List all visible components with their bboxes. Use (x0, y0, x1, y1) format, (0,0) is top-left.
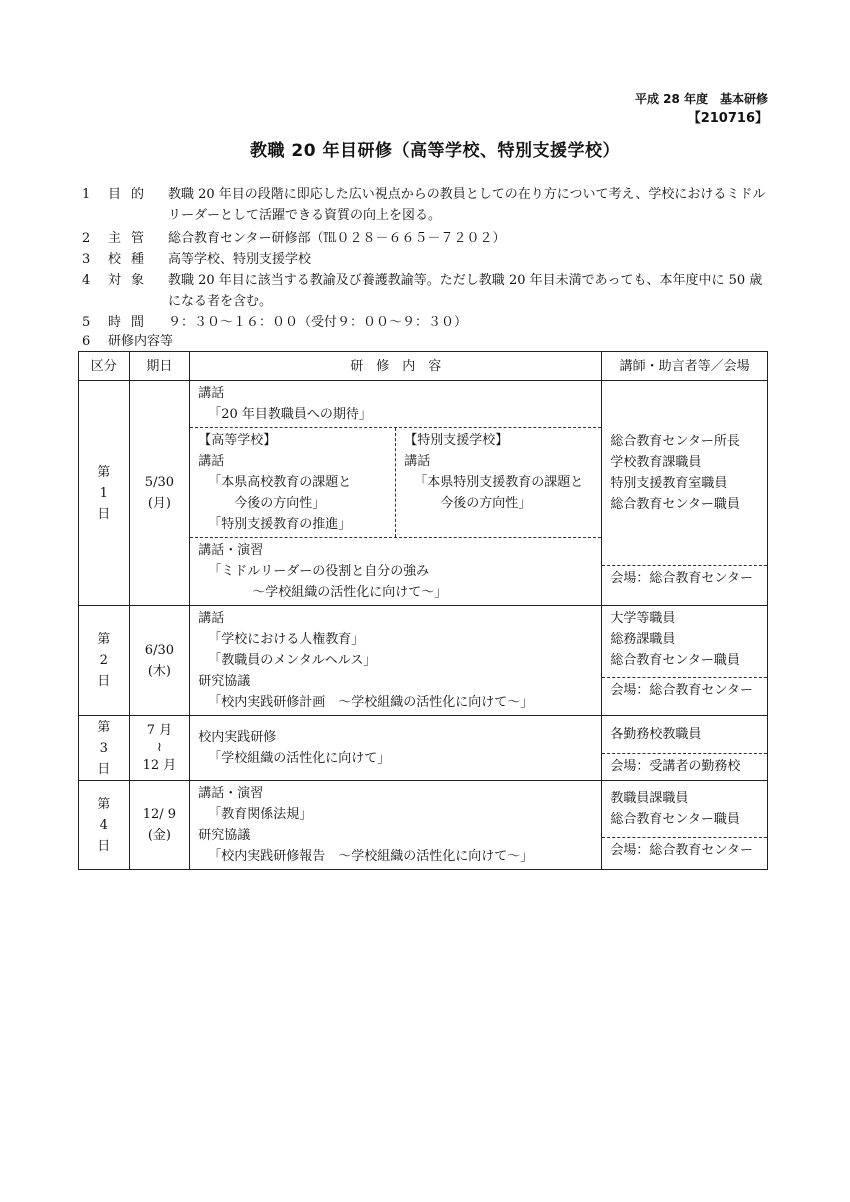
header-kubun: 区分 (79, 352, 130, 381)
section-time (82, 312, 772, 333)
instructor-list (602, 381, 767, 565)
lecture-label: 講話 (198, 454, 225, 469)
kubun-char: 4 (99, 817, 108, 833)
kubun-char: 日 (97, 761, 111, 777)
instructor-cell (602, 381, 768, 606)
instructor: 総合教育センター所長 (610, 434, 740, 449)
section-target (82, 270, 772, 312)
table-header-row (79, 352, 768, 381)
section-value: 高等学校、特別支援学校 (168, 252, 312, 267)
date-text: 5/30 (144, 475, 174, 490)
practice-label: 校内実践研修 (198, 730, 277, 745)
high-school-heading: 【高等学校】 (198, 433, 277, 448)
table-row-day4 (79, 781, 768, 870)
instructor: 総合教育センター職員 (610, 812, 740, 827)
page-title: 教職 20 年目研修（高等学校、特別支援学校） (250, 141, 620, 161)
section-purpose (82, 184, 772, 226)
instructor: 大学等職員 (610, 611, 676, 626)
exercise-title: 「ミドルリーダーの役割と自分の強み (208, 564, 430, 579)
instructor: 教職員課職員 (610, 791, 689, 806)
venue: 会場：総合教育センター (602, 565, 767, 591)
date-text: 12 月 (142, 758, 177, 773)
section-school-type (82, 249, 772, 270)
section-content (82, 331, 772, 352)
discussion-label: 研究協議 (198, 828, 251, 843)
header-date: 期日 (129, 352, 190, 381)
header-instructors: 講師・助言者等／会場 (602, 352, 768, 381)
date-cell (129, 716, 190, 781)
exercise-label: 講話・演習 (198, 543, 264, 558)
table-row-day1 (79, 381, 768, 606)
section-number: 4 (82, 273, 91, 288)
discussion-label: 研究協議 (198, 674, 251, 689)
section-number: 6 (82, 334, 91, 349)
discussion-title: 「校内実践研修報告 ～学校組織の活性化に向けて～」 (208, 849, 534, 864)
lecture-label: 講話 (198, 386, 225, 401)
instructor-cell (602, 606, 768, 716)
venue: 会場：総合教育センター (602, 837, 767, 863)
date-text: 7 月 (146, 723, 173, 738)
instructor: 総合教育センター職員 (610, 653, 740, 668)
kubun-char: 第 (97, 464, 111, 480)
kubun-char: 2 (99, 653, 108, 668)
table-row-day2 (79, 606, 768, 716)
lecture-title: 「学校における人権教育」 (208, 632, 365, 647)
kubun-char: 1 (99, 485, 108, 501)
content-cell (190, 781, 602, 870)
weekday-text: (木) (147, 663, 171, 679)
section-organizer (82, 228, 772, 249)
date-range-mark: ≀ (156, 740, 162, 755)
date-cell (129, 781, 190, 870)
section-value: ９：３０～１６：００（受付９：００～９：３０） (168, 315, 468, 330)
content-cell (190, 716, 602, 781)
instructor-list (602, 781, 767, 837)
section-number: 3 (82, 252, 91, 267)
date-text: 6/30 (144, 642, 174, 658)
exercise-subtitle: ～学校組織の活性化に向けて～」 (252, 585, 448, 600)
lecture-title-cont: 今後の方向性」 (440, 496, 532, 511)
kubun-char: 日 (97, 838, 111, 854)
kubun-char: 日 (97, 674, 111, 689)
instructor: 各勤務校教職員 (610, 727, 702, 742)
instructor-cell (602, 781, 768, 870)
lecture-title: 「特別支援教育の推進」 (208, 517, 352, 532)
venue: 会場：受講者の勤務校 (602, 753, 767, 779)
section-value: 総合教育センター研修部（℡０２８－６６５－７２０２） (168, 231, 506, 246)
kubun-cell (79, 381, 130, 606)
lecture-title: 「教育関係法規」 (208, 807, 313, 822)
lecture-title: 「本県高校教育の課題と (208, 475, 352, 490)
discussion-title: 「校内実践研修計画 ～学校組織の活性化に向けて～」 (208, 695, 534, 710)
content-cell (190, 606, 602, 716)
exercise-label: 講話・演習 (198, 786, 264, 801)
kubun-cell (79, 716, 130, 781)
lecture-title: 「教職員のメンタルヘルス」 (208, 653, 377, 668)
lecture-label: 講話 (198, 611, 225, 626)
instructor-cell (602, 716, 768, 781)
section-label: 主管 (108, 231, 155, 246)
date-cell (129, 381, 190, 606)
school-split (190, 427, 601, 538)
table-row-day3 (79, 716, 768, 781)
content-cell (190, 381, 602, 606)
weekday-text: (金) (147, 828, 171, 843)
kubun-char: 第 (97, 796, 111, 812)
lecture-label: 講話 (404, 454, 431, 469)
instructor: 学校教育課職員 (610, 455, 702, 470)
instructor-list (602, 716, 767, 753)
section-label: 目的 (108, 187, 155, 202)
section-label: 対象 (108, 273, 155, 288)
kubun-char: 第 (97, 719, 111, 735)
header-content: 研 修 内 容 (190, 352, 602, 381)
instructor: 特別支援教育室職員 (610, 476, 728, 491)
weekday-text: (月) (147, 496, 171, 511)
kubun-char: 3 (99, 740, 108, 756)
high-school-block (190, 428, 396, 537)
course-code: 【210716】 (687, 111, 768, 126)
section-number: 5 (82, 315, 91, 330)
lecture-title: 「20 年目教職員への期待」 (208, 407, 372, 422)
kubun-cell (79, 606, 130, 716)
practice-title: 「学校組織の活性化に向けて」 (208, 751, 391, 766)
instructor: 総務課職員 (610, 632, 676, 647)
section-label: 校種 (108, 252, 155, 267)
year-course-label: 平成 28 年度 基本研修 (634, 92, 768, 106)
instructor-list (602, 606, 767, 677)
section-number: 2 (82, 231, 91, 246)
instructor: 総合教育センター職員 (610, 497, 740, 512)
special-school-heading: 【特別支援学校】 (404, 433, 509, 448)
section-value: 研修内容等 (108, 334, 174, 349)
section-value: 教職 20 年目に該当する教諭及び養護教諭等。ただし教職 20 年目未満であっても、本年度中に 50 歳になる者を含む。 (168, 273, 763, 309)
date-text: 12/ 9 (142, 807, 177, 822)
section-value: 教職 20 年目の段階に即応した広い視点からの教員としての在り方について考え、学校におけるミドルリーダーとして活躍できる資質の向上を図る。 (168, 187, 766, 223)
section-label: 時間 (108, 315, 155, 330)
section-number: 1 (82, 187, 91, 202)
lecture-title: 「本県特別支援教育の課題と (414, 475, 584, 490)
date-cell (129, 606, 190, 716)
lecture-title-cont: 今後の方向性」 (234, 496, 326, 511)
schedule-table (78, 351, 768, 870)
kubun-char: 第 (97, 632, 111, 647)
special-school-block (396, 428, 601, 537)
kubun-char: 日 (97, 506, 111, 522)
kubun-cell (79, 781, 130, 870)
venue: 会場：総合教育センター (602, 677, 767, 703)
